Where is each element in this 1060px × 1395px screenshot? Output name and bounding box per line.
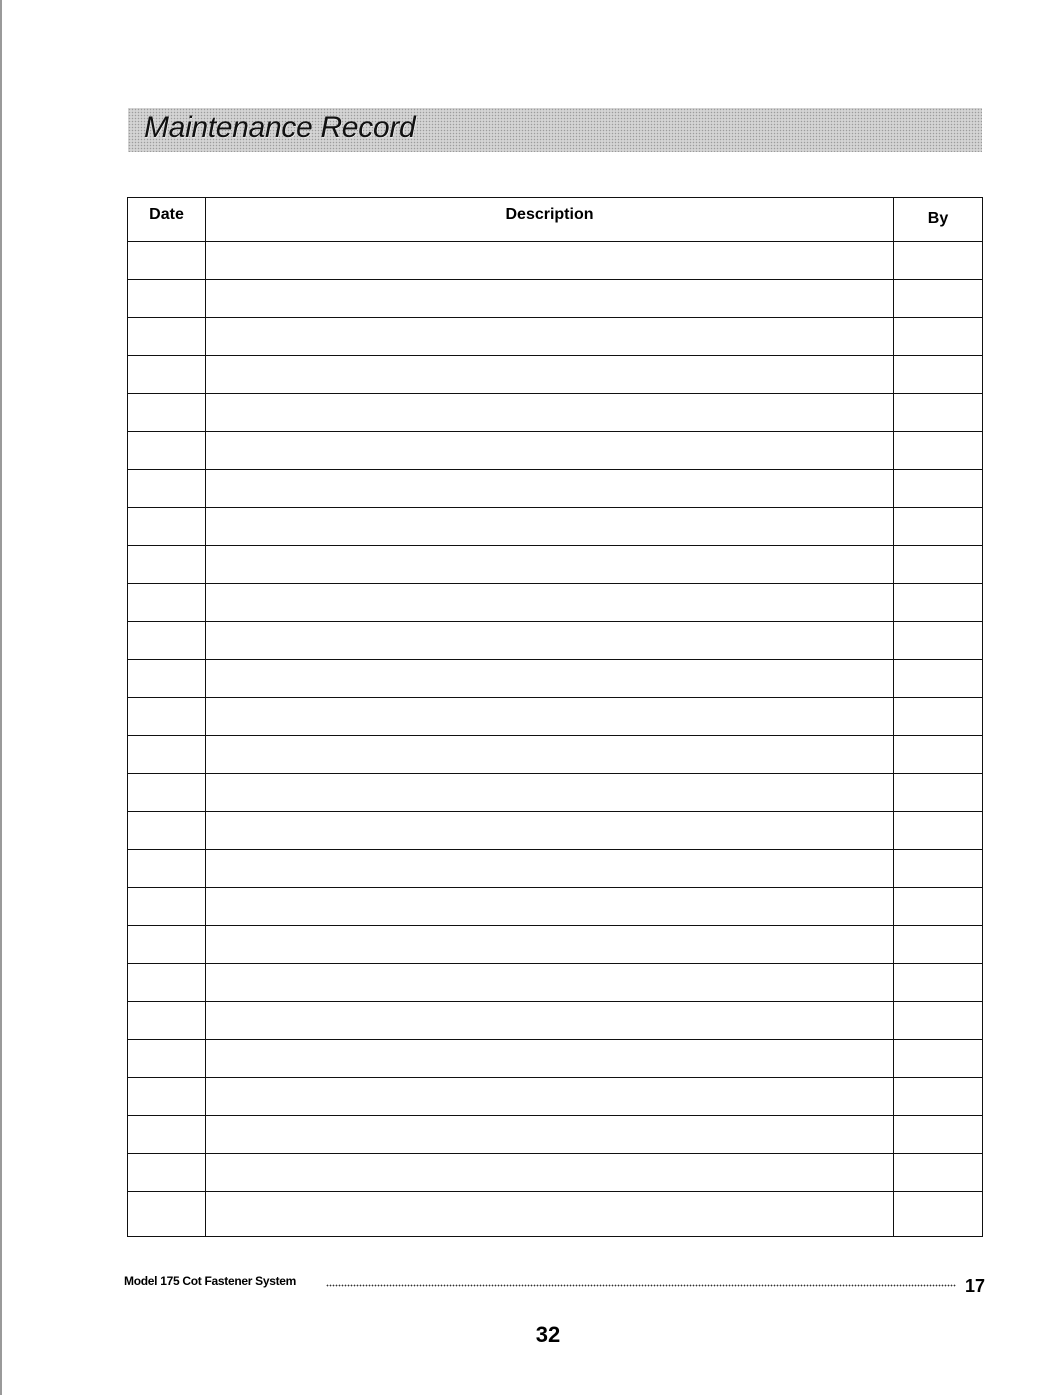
description-cell[interactable]: [206, 926, 894, 964]
description-cell[interactable]: [206, 432, 894, 470]
table-row: [128, 774, 983, 812]
maintenance-record-table: [127, 197, 983, 1237]
date-cell[interactable]: [128, 622, 206, 660]
date-cell[interactable]: [128, 698, 206, 736]
footer-manual-title: Model 175 Cot Fastener System: [124, 1274, 297, 1288]
description-cell[interactable]: [206, 1040, 894, 1078]
table-body: [128, 242, 983, 1237]
by-cell[interactable]: [894, 280, 983, 318]
description-cell[interactable]: [206, 356, 894, 394]
date-cell[interactable]: [128, 812, 206, 850]
description-cell[interactable]: [206, 1154, 894, 1192]
by-cell[interactable]: [894, 356, 983, 394]
table-row: [128, 280, 983, 318]
by-cell[interactable]: [894, 318, 983, 356]
date-cell[interactable]: [128, 736, 206, 774]
table-row: [128, 508, 983, 546]
date-cell[interactable]: [128, 850, 206, 888]
description-cell[interactable]: [206, 280, 894, 318]
date-cell[interactable]: [128, 394, 206, 432]
table-row: [128, 622, 983, 660]
date-cell[interactable]: [128, 1002, 206, 1040]
description-cell[interactable]: [206, 508, 894, 546]
date-cell[interactable]: [128, 280, 206, 318]
table-row: [128, 698, 983, 736]
table-row: [128, 242, 983, 280]
by-cell[interactable]: [894, 888, 983, 926]
date-cell[interactable]: [128, 926, 206, 964]
by-cell[interactable]: [894, 1192, 983, 1237]
by-cell[interactable]: [894, 584, 983, 622]
by-cell[interactable]: [894, 774, 983, 812]
table-row: [128, 584, 983, 622]
date-cell[interactable]: [128, 660, 206, 698]
table-row: [128, 1078, 983, 1116]
by-cell[interactable]: [894, 1040, 983, 1078]
table-row: [128, 356, 983, 394]
description-cell[interactable]: [206, 850, 894, 888]
by-cell[interactable]: [894, 508, 983, 546]
description-cell[interactable]: [206, 1078, 894, 1116]
description-cell[interactable]: [206, 812, 894, 850]
description-cell[interactable]: [206, 318, 894, 356]
table-row: [128, 394, 983, 432]
by-cell[interactable]: [894, 242, 983, 280]
by-cell[interactable]: [894, 736, 983, 774]
description-cell[interactable]: [206, 660, 894, 698]
by-cell[interactable]: [894, 432, 983, 470]
by-cell[interactable]: [894, 964, 983, 1002]
date-cell[interactable]: [128, 242, 206, 280]
date-cell[interactable]: [128, 470, 206, 508]
description-cell[interactable]: [206, 394, 894, 432]
table-row: [128, 318, 983, 356]
date-cell[interactable]: [128, 774, 206, 812]
date-cell[interactable]: [128, 546, 206, 584]
description-cell[interactable]: [206, 1002, 894, 1040]
by-cell[interactable]: [894, 1154, 983, 1192]
page-number: 32: [535, 1322, 561, 1347]
table-row: [128, 888, 983, 926]
by-cell[interactable]: [894, 546, 983, 584]
table-row: [128, 546, 983, 584]
description-cell[interactable]: [206, 470, 894, 508]
table-row: [128, 1154, 983, 1192]
column-header-by: By: [894, 198, 983, 242]
description-cell[interactable]: [206, 698, 894, 736]
date-cell[interactable]: [128, 964, 206, 1002]
description-cell[interactable]: [206, 546, 894, 584]
by-cell[interactable]: [894, 394, 983, 432]
page-title: Maintenance Record: [144, 111, 416, 144]
table-header-row: [128, 198, 983, 242]
date-cell[interactable]: [128, 888, 206, 926]
title-banner: [128, 108, 982, 152]
by-cell[interactable]: [894, 470, 983, 508]
table-row: [128, 964, 983, 1002]
description-cell[interactable]: [206, 584, 894, 622]
page-left-edge: [0, 0, 2, 1395]
description-cell[interactable]: [206, 964, 894, 1002]
by-cell[interactable]: [894, 1116, 983, 1154]
date-cell[interactable]: [128, 1192, 206, 1237]
description-cell[interactable]: [206, 774, 894, 812]
table-row: [128, 926, 983, 964]
date-cell[interactable]: [128, 356, 206, 394]
description-cell[interactable]: [206, 242, 894, 280]
column-header-description: Description: [206, 198, 894, 242]
by-cell[interactable]: [894, 1078, 983, 1116]
description-cell[interactable]: [206, 888, 894, 926]
column-header-date: Date: [128, 198, 206, 242]
description-cell[interactable]: [206, 736, 894, 774]
description-cell[interactable]: [206, 622, 894, 660]
table-row: [128, 1040, 983, 1078]
by-cell[interactable]: [894, 622, 983, 660]
table-row: [128, 812, 983, 850]
description-cell[interactable]: [206, 1192, 894, 1237]
table-row: [128, 736, 983, 774]
table-row: [128, 1192, 983, 1237]
table-row: [128, 1116, 983, 1154]
table-row: [128, 470, 983, 508]
by-cell[interactable]: [894, 850, 983, 888]
date-cell[interactable]: [128, 1154, 206, 1192]
footer-manual-page: 17: [965, 1276, 986, 1296]
date-cell[interactable]: [128, 432, 206, 470]
by-cell[interactable]: [894, 698, 983, 736]
table-row: [128, 1002, 983, 1040]
footer-dot-leader: [326, 1284, 956, 1287]
description-cell[interactable]: [206, 1116, 894, 1154]
table-row: [128, 432, 983, 470]
date-cell[interactable]: [128, 1078, 206, 1116]
date-cell[interactable]: [128, 318, 206, 356]
date-cell[interactable]: [128, 1040, 206, 1078]
by-cell[interactable]: [894, 660, 983, 698]
table-row: [128, 850, 983, 888]
table-row: [128, 660, 983, 698]
date-cell[interactable]: [128, 508, 206, 546]
by-cell[interactable]: [894, 812, 983, 850]
date-cell[interactable]: [128, 1116, 206, 1154]
by-cell[interactable]: [894, 1002, 983, 1040]
by-cell[interactable]: [894, 926, 983, 964]
date-cell[interactable]: [128, 584, 206, 622]
